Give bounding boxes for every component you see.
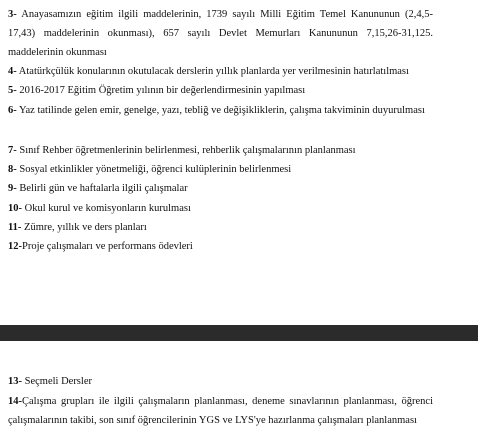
item-text: Belirli gün ve haftalarla ilgili çalışmalar bbox=[16, 183, 188, 194]
agenda-item-10 bbox=[8, 199, 433, 218]
agenda-item-8 bbox=[8, 160, 433, 179]
agenda-item-3 bbox=[8, 5, 433, 62]
item-number: 12- bbox=[8, 241, 22, 252]
item-text: Çalışma grupları ile ilgili çalışmaların planlanması, deneme sınavlarının planlanması, öğrenci çalışmalarının takibi, son sınıf öğrencilerinin YGS ve LYS'ye hazırlanma çalışmaları planlanması bbox=[8, 396, 433, 426]
item-number: 7- bbox=[8, 145, 17, 156]
agenda-item-5 bbox=[8, 81, 433, 100]
page-separator bbox=[0, 325, 478, 341]
item-text: Anayasamızın eğitim ilgili maddelerinin, 1739 sayılı Milli Eğitim Temel Kanununun (2,4,5-17,43) maddelerinin okunması), 657 sayılı Devlet Memurları Kanununun 7,15,26-31,125. maddelerinin okunması bbox=[8, 9, 433, 58]
agenda-item-6 bbox=[8, 101, 433, 120]
agenda-item-12 bbox=[8, 237, 433, 256]
agenda-item-14 bbox=[8, 392, 433, 438]
item-number: 9- bbox=[8, 183, 17, 194]
item-number: 11- bbox=[8, 222, 22, 233]
item-number: 8- bbox=[8, 164, 17, 175]
agenda-item-4 bbox=[8, 62, 433, 81]
item-number: 5- bbox=[8, 85, 17, 96]
item-number: 10- bbox=[8, 203, 22, 214]
item-number: 14- bbox=[8, 396, 22, 407]
item-number: 13- bbox=[8, 376, 22, 387]
item-text: Okul kurul ve komisyonların kurulması bbox=[22, 203, 191, 214]
item-text: Seçmeli Dersler bbox=[22, 376, 92, 387]
item-text: Zümre, yıllık ve ders planları bbox=[21, 222, 147, 233]
item-text: Sınıf Rehber öğretmenlerinin belirlenmesi, rehberlik çalışmalarının planlanması bbox=[16, 145, 356, 156]
item-number: 4- bbox=[8, 66, 17, 77]
agenda-item-9 bbox=[8, 179, 433, 198]
item-text: Yaz tatilinde gelen emir, genelge, yazı, tebliğ ve değişikliklerin, çalışma takviminin duyurulması bbox=[16, 105, 425, 116]
item-number: 3- bbox=[8, 9, 17, 20]
item-text: Atatürkçülük konularının okutulacak derslerin yıllık planlarda yer verilmesinin hatırlatılması bbox=[16, 66, 409, 77]
agenda-item-7 bbox=[8, 141, 433, 160]
item-text: Sosyal etkinlikler yönetmeliği, öğrenci kulüplerinin belirlenmesi bbox=[16, 164, 292, 175]
item-text: 2016-2017 Eğitim Öğretim yılının bir değerlendirmesinin yapılması bbox=[16, 85, 306, 96]
item-number: 6- bbox=[8, 105, 17, 116]
agenda-item-13 bbox=[8, 372, 433, 391]
agenda-item-11 bbox=[8, 218, 433, 237]
item-text: Proje çalışmaları ve performans ödevleri bbox=[22, 241, 193, 252]
